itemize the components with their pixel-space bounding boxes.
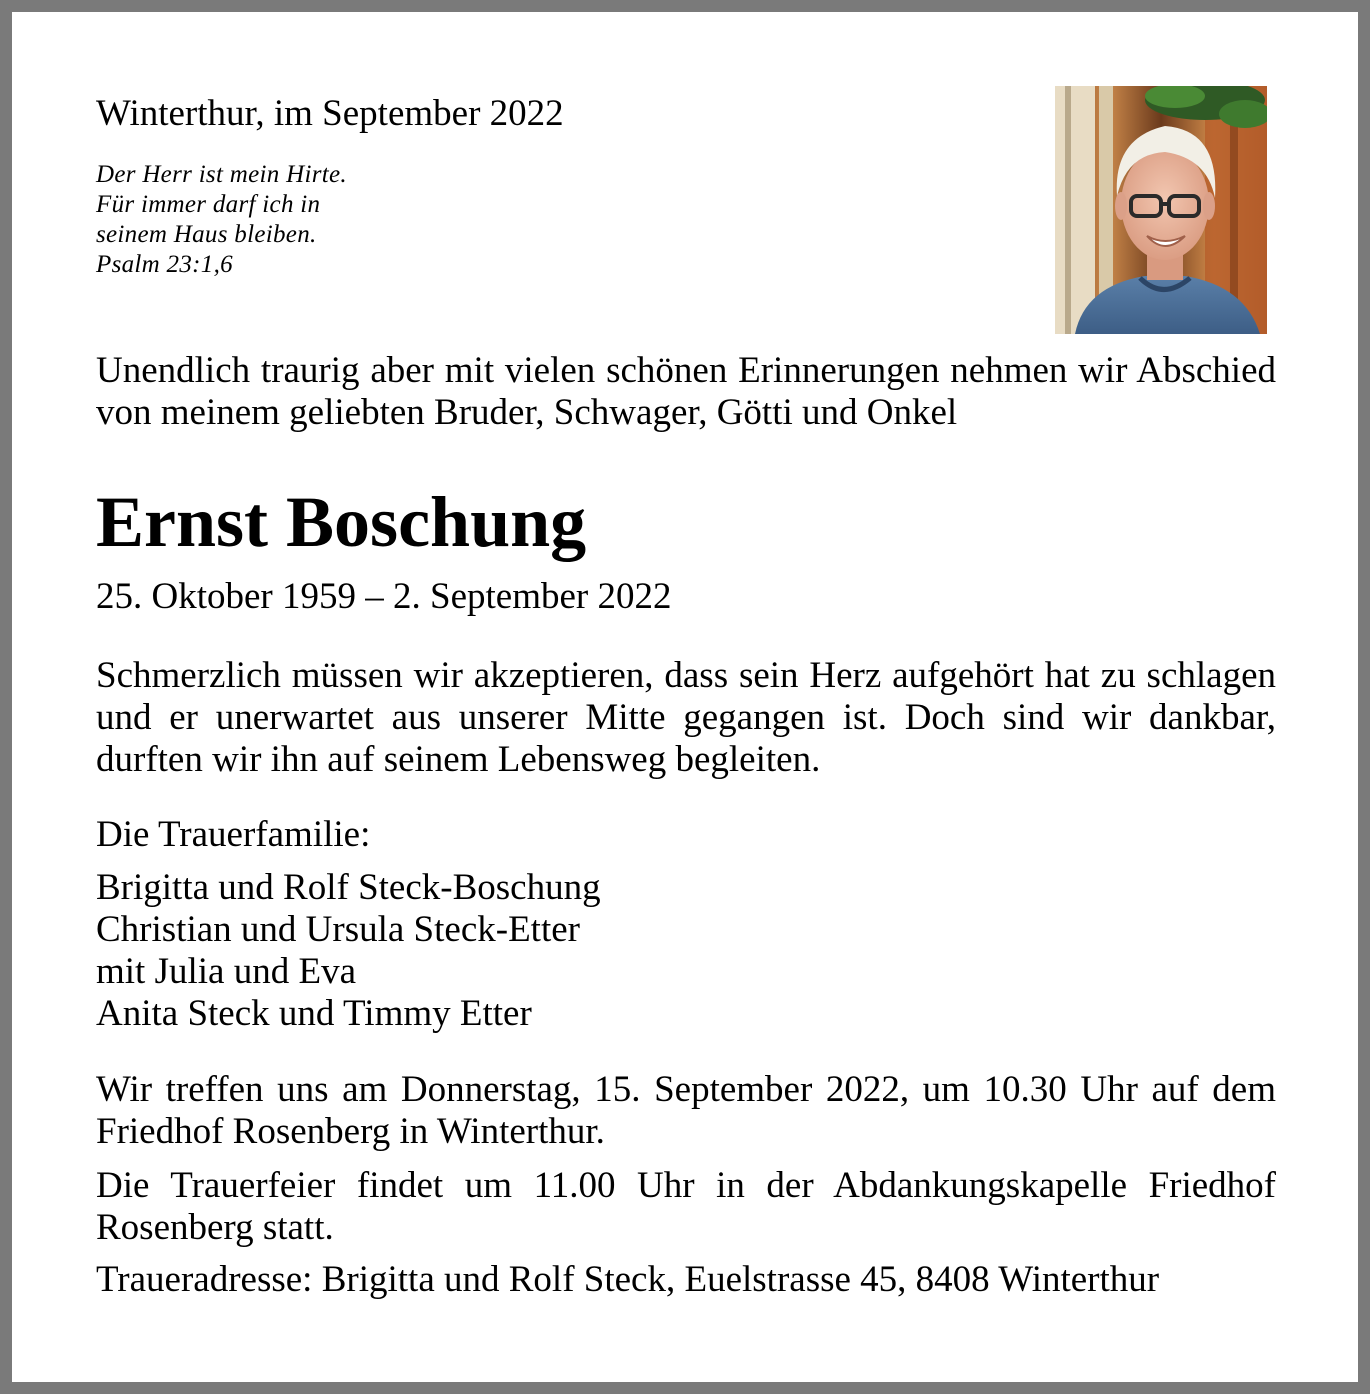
meeting-text: Wir treffen uns am Donnerstag, 15. September 2022, um 10.30 Uhr auf dem Friedhof Rosenberg in Winterthur. [96, 1069, 1276, 1152]
family-list [96, 867, 601, 1035]
mourning-text: Schmerzlich müssen wir akzeptieren, dass sein Herz aufgehört hat zu schlagen und er unerwartet aus unserer Mitte gegangen ist. Doch sind wir dankbar, durften wir ihn auf seinem Lebensweg begleiten. [96, 655, 1276, 780]
life-dates: 25. Oktober 1959 – 2. September 2022 [96, 576, 672, 617]
verse-line: Für immer darf ich in [96, 191, 321, 218]
verse-line: Der Herr ist mein Hirte. [96, 161, 347, 188]
intro-text: Unendlich traurig aber mit vielen schönen Erinnerungen nehmen wir Abschied von meinem geliebten Bruder, Schwager, Götti und Onkel [96, 350, 1276, 433]
deceased-name: Ernst Boschung [96, 482, 587, 562]
bible-verse [96, 160, 347, 280]
ceremony-text: Die Trauerfeier findet um 11.00 Uhr in der Abdankungskapelle Friedhof Rosenberg statt. [96, 1165, 1276, 1248]
family-member: Brigitta und Rolf Steck-Boschung [96, 867, 601, 908]
mourning-address: Traueradresse: Brigitta und Rolf Steck, Euelstrasse 45, 8408 Winterthur [96, 1259, 1160, 1300]
family-member: Anita Steck und Timmy Etter [96, 993, 532, 1034]
family-member: mit Julia und Eva [96, 951, 356, 992]
verse-line: seinem Haus bleiben. [96, 221, 317, 248]
verse-line: Psalm 23:1,6 [96, 251, 233, 278]
place-date: Winterthur, im September 2022 [96, 93, 564, 134]
family-label: Die Trauerfamilie: [96, 814, 371, 855]
family-member: Christian und Ursula Steck-Etter [96, 909, 580, 950]
portrait-photo [1055, 86, 1267, 334]
obituary-page [12, 12, 1358, 1382]
